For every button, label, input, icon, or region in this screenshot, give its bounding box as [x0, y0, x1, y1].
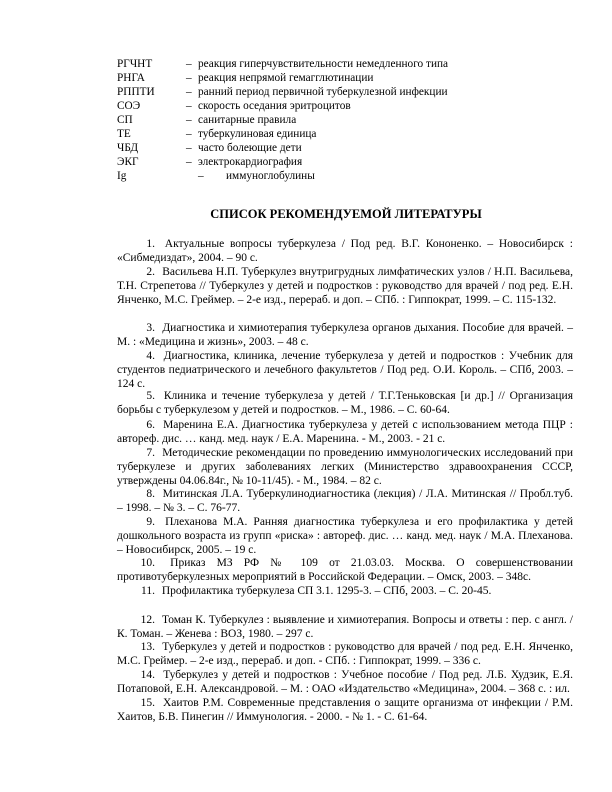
reference-item	[117, 322, 573, 350]
reference-item	[117, 669, 573, 697]
reference-text: Клиника и течение туберкулеза у детей / Т.Г.Теньковская [и др.] // Организация борьбы с туберкулезом у детей и подростков. – М., 1986. – С. 60-64.	[117, 390, 574, 416]
reference-text: Диагностика и химиотерапия туберкулеза органов дыхания. Пособие для врачей. – М. : «Медицина и жизнь», 2003. – 48 с.	[117, 322, 573, 348]
abbreviation-definition: ранний период первичной туберкулезной инфекции	[198, 86, 448, 98]
reference-number: 6.	[146, 419, 155, 431]
reference-item	[117, 238, 573, 266]
reference-number: 9.	[146, 516, 155, 528]
reference-number: 14.	[140, 669, 155, 681]
reference-text: Митинская Л.А. Туберкулинодиагностика (лекция) / Л.А. Митинская // Пробл.туб. – 1998. – № 3. – С. 76-77.	[117, 488, 573, 514]
reference-number: 13.	[140, 641, 155, 653]
reference-item	[117, 488, 573, 516]
abbreviation-term: Ig	[117, 170, 127, 182]
abbreviation-definition: часто болеющие дети	[198, 142, 302, 154]
abbreviation-term: ЧБД	[117, 142, 139, 154]
abbreviation-dash: –	[186, 72, 192, 84]
abbreviation-term: ЭКГ	[117, 156, 139, 168]
reference-item	[117, 419, 573, 447]
reference-number: 10.	[140, 557, 155, 569]
reference-text: Приказ МЗ РФ № 109 от 21.03.03. Москва. О совершенствовании противотуберкулезных мероприятий в Российской Федерации. – Омск, 2003. – 348с.	[117, 557, 573, 583]
reference-text: Маренина Е.А. Диагностика туберкулеза у детей с использованием метода ПЦР : автореф. дис. … канд. мед. наук / Е.А. Маренина. - М., 2003. - 21 с.	[117, 419, 574, 445]
abbreviation-dash: –	[186, 156, 192, 168]
reference-number: 8.	[146, 488, 155, 500]
reference-text: Томан К. Туберкулез : выявление и химиотерапия. Вопросы и ответы : пер. с англ. / К. Томан. – Женева : ВОЗ, 1980. – 297 с.	[117, 614, 574, 640]
abbreviation-term: РНГА	[117, 72, 145, 84]
abbreviation-definition: скорость оседания эритроцитов	[198, 100, 351, 112]
reference-item	[117, 390, 573, 418]
reference-item	[117, 350, 573, 392]
reference-text: Хаитов Р.М. Современные представления о защите организма от инфекции / Р.М. Хаитов, Б.В. Пинегин // Иммунология. - 2000. - № 1. - С. 61-64.	[117, 697, 573, 723]
abbreviation-dash: –	[198, 170, 204, 182]
reference-number: 5.	[146, 390, 155, 402]
reference-item	[117, 641, 573, 669]
abbreviation-definition: реакция непрямой гемагглютинации	[198, 72, 374, 84]
abbreviation-term: СП	[117, 114, 133, 126]
abbreviation-term: РГЧНТ	[117, 58, 153, 70]
abbreviation-dash: –	[186, 58, 192, 70]
reference-number: 15.	[140, 697, 155, 709]
references-heading: СПИСОК РЕКОМЕНДУЕМОЙ ЛИТЕРАТУРЫ	[210, 207, 482, 221]
reference-item	[117, 557, 573, 585]
reference-item	[117, 266, 573, 308]
reference-number: 11.	[141, 585, 155, 597]
reference-number: 7.	[146, 447, 155, 459]
abbreviation-definition: туберкулиновая единица	[198, 128, 317, 140]
abbreviation-dash: –	[186, 86, 192, 98]
abbreviation-dash: –	[186, 142, 192, 154]
reference-number: 2.	[146, 266, 155, 278]
reference-text: Васильева Н.П. Туберкулез внутригрудных лимфатических узлов / Н.П. Васильева, Т.Н. Стрепетова // Туберкулез у детей и подростков : руководство для врачей / под ред. Е.Н. Янченко, М.С. Греймер. – 2-е изд., перераб. и доп. – СПб. : Гиппократ, 1999. – С. 115-132.	[117, 266, 574, 306]
reference-text: Туберкулез у детей и подростков : руководство для врачей / под ред. Е.Н. Янченко, М.С. Греймер. – 2-е изд., перераб. и доп. - СПб. : Гиппократ, 1999. – 336 с.	[117, 641, 574, 667]
reference-number: 4.	[146, 350, 155, 362]
reference-item	[117, 447, 573, 489]
reference-text: Диагностика, клиника, лечение туберкулеза у детей и подростков : Учебник для студентов педиатрического и лечебного факультетов / Под ред. О.И. Король. – СПб, 2003. – 124 с.	[117, 350, 574, 390]
reference-item	[117, 516, 573, 558]
abbreviation-dash: –	[186, 100, 192, 112]
reference-number: 12.	[140, 614, 155, 626]
reference-text: Туберкулез у детей и подростков : Учебное пособие / Под ред. Л.Б. Худзик, Е.Я. Потаповой, Е.Н. Александровой. – М. : ОАО «Издательство «Медицина», 2004. – 368 с. : ил.	[117, 669, 574, 695]
reference-item	[117, 585, 573, 599]
abbreviation-definition: электрокардиография	[198, 156, 303, 168]
reference-text: Актуальные вопросы туберкулеза / Под ред. В.Г. Кононенко. – Новосибирск : «Сибмедиздат», 2004. – 90 с.	[117, 238, 573, 264]
reference-text: Профилактика туберкулеза СП 3.1. 1295-3. – СПб, 2003. – С. 20-45.	[161, 585, 492, 597]
abbreviation-definition: реакция гиперчувствительности немедленного типа	[198, 58, 449, 70]
abbreviation-term: СОЭ	[117, 100, 141, 112]
abbreviation-definition: иммуноглобулины	[226, 170, 315, 182]
abbreviation-term: РППТИ	[117, 86, 155, 98]
abbreviation-definition: санитарные правила	[198, 114, 297, 126]
reference-item	[117, 697, 573, 725]
abbreviation-dash: –	[186, 128, 192, 140]
abbreviation-term: ТЕ	[117, 128, 131, 140]
reference-item	[117, 614, 573, 642]
reference-number: 3.	[146, 322, 155, 334]
abbreviation-dash: –	[186, 114, 192, 126]
reference-text: Плеханова М.А. Ранняя диагностика туберкулеза и его профилактика у детей дошкольного возраста из групп «риска» : автореф. дис. … канд. мед. наук / М.А. Плеханова. – Новосибирск, 2005. – 19 с.	[117, 516, 574, 556]
reference-text: Методические рекомендации по проведению иммунологических исследований при туберкулезе и других заболеваниях легких (Министерство здравоохранения СССР, утверждены 04.06.84г., № 10-11/45). - М., 1984. – 82 с.	[117, 447, 573, 487]
reference-number: 1.	[146, 238, 155, 250]
